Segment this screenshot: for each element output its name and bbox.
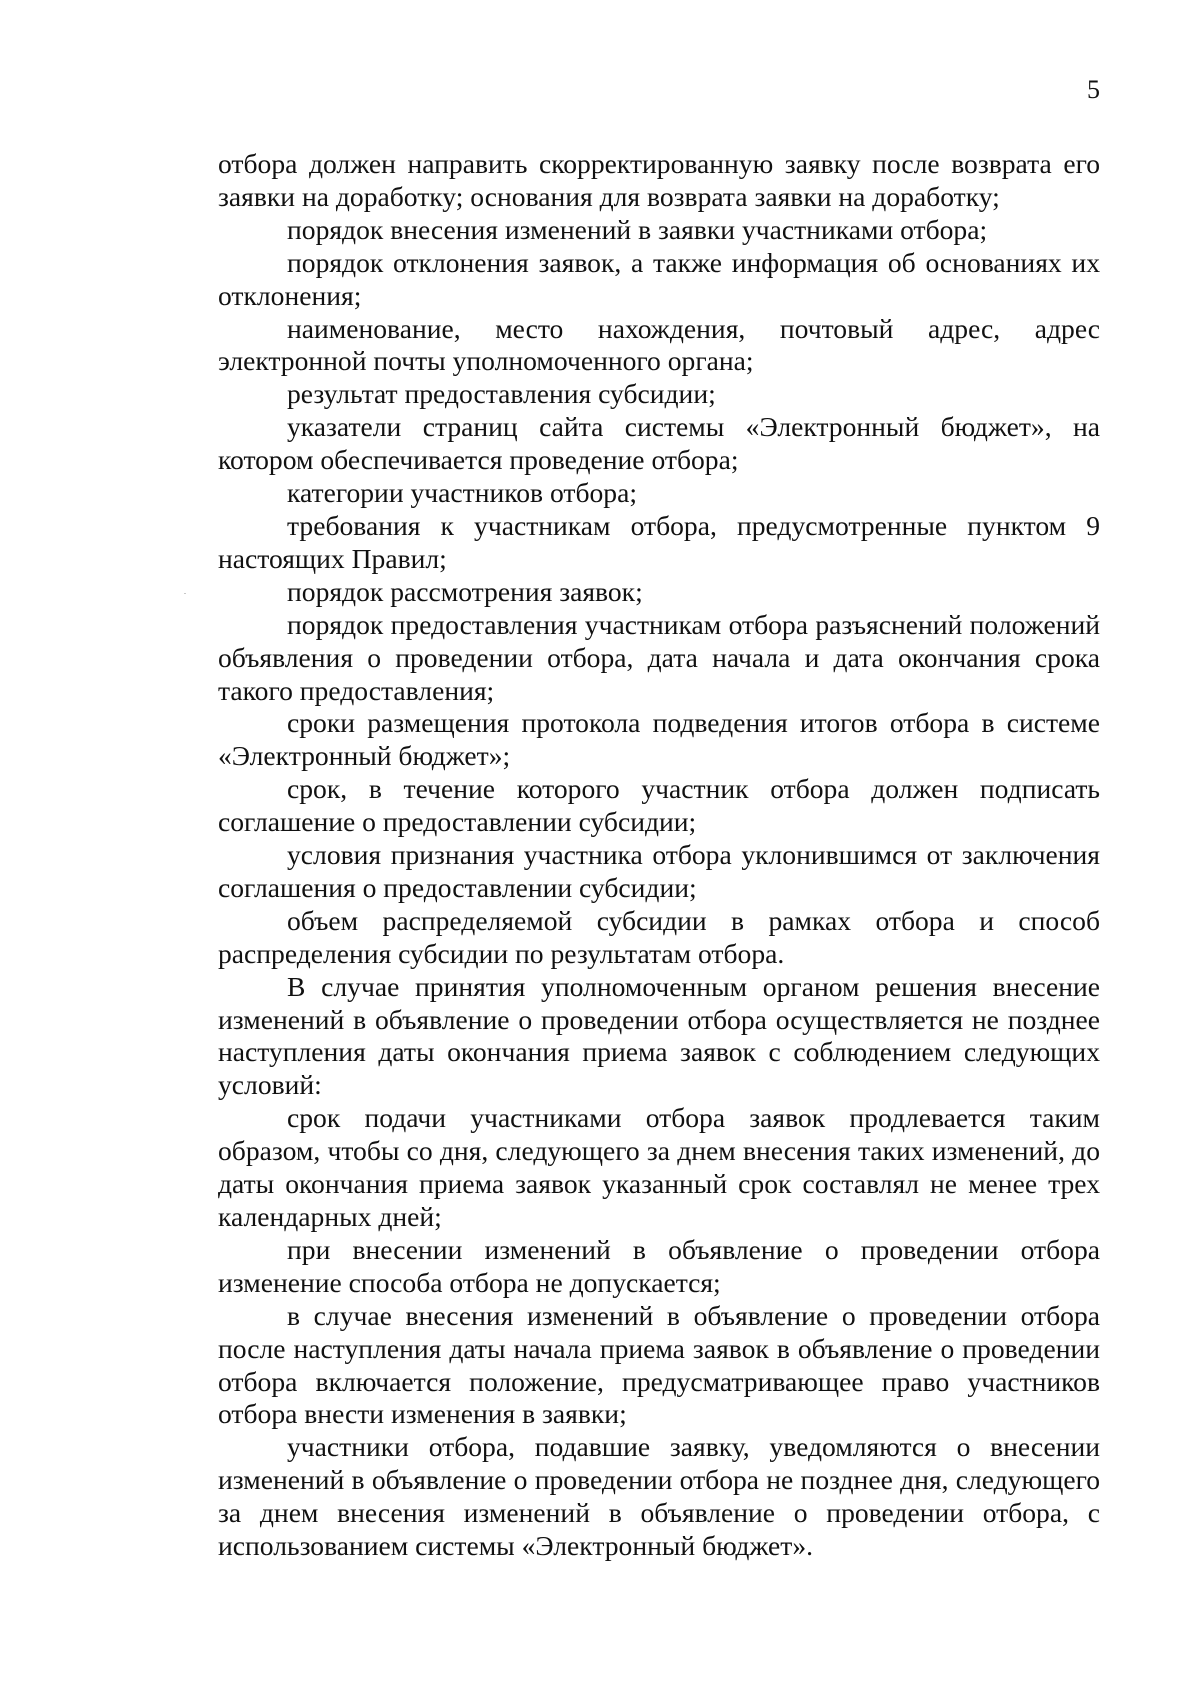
paragraph: срок, в течение которого участник отбора должен подписать соглашение о предоставлении субсидии; (218, 773, 1100, 838)
paragraph: сроки размещения протокола подведения итогов отбора в системе «Электронный бюджет»; (218, 707, 1100, 772)
paragraph: условия признания участника отбора уклонившимся от заключения соглашения о предоставлении субсидии; (218, 839, 1100, 903)
paragraph: указатели страниц сайта системы «Электронный бюджет», на котором обеспечивается проведение отбора; (218, 411, 1100, 476)
paragraph: результат предоставления субсидии; (287, 378, 716, 410)
paragraph: порядок внесения изменений в заявки участниками отбора; (287, 213, 988, 245)
paragraph: в случае внесения изменений в объявление о проведении отбора после наступления даты начала приема заявок в объявление о проведении отбора включается положение, предусматривающее право участников отбора внести изменения в заявки; (218, 1299, 1100, 1430)
paragraph: объем распределяемой субсидии в рамках отбора и способ распределения субсидии по результатам отбора. (218, 904, 1100, 969)
paragraph: категории участников отбора; (287, 477, 638, 509)
paragraph: срок подачи участниками отбора заявок продлевается таким образом, чтобы со дня, следующего за днем внесения таких изменений, до даты окончания приема заявок указанный срок составлял не менее трех календарных дней; (218, 1102, 1100, 1232)
scan-speck (184, 593, 186, 594)
paragraph: порядок предоставления участникам отбора разъяснений положений объявления о проведении отбора, дата начала и дата окончания срока такого предоставления; (218, 608, 1100, 706)
paragraph: порядок отклонения заявок, а также информация об основаниях их отклонения; (218, 246, 1100, 311)
document-body (218, 148, 1100, 1563)
paragraph: при внесении изменений в объявление о проведении отбора изменение способа отбора не допускается; (218, 1233, 1100, 1298)
paragraph: наименование, место нахождения, почтовый адрес, адрес электронной почты уполномоченного органа; (218, 312, 1100, 377)
paragraph: участники отбора, подавшие заявку, уведомляются о внесении изменений в объявление о проведении отбора не позднее дня, следующего за днем внесения изменений в объявление о проведении отбора, с использованием системы «Электронный бюджет». (218, 1431, 1100, 1562)
paragraph: требования к участникам отбора, предусмотренные пунктом 9 настоящих Правил; (218, 509, 1100, 574)
paragraph: В случае принятия уполномоченным органом решения внесение изменений в объявление о проведении отбора осуществляется не позднее наступления даты окончания приема заявок с соблюдением следующих условий: (218, 970, 1100, 1101)
page-number: 5 (1087, 75, 1100, 104)
paragraph: отбора должен направить скорректированную заявку после возврата его заявки на доработку; основания для возврата заявки на доработку; (218, 148, 1100, 212)
paragraph: порядок рассмотрения заявок; (287, 575, 643, 607)
